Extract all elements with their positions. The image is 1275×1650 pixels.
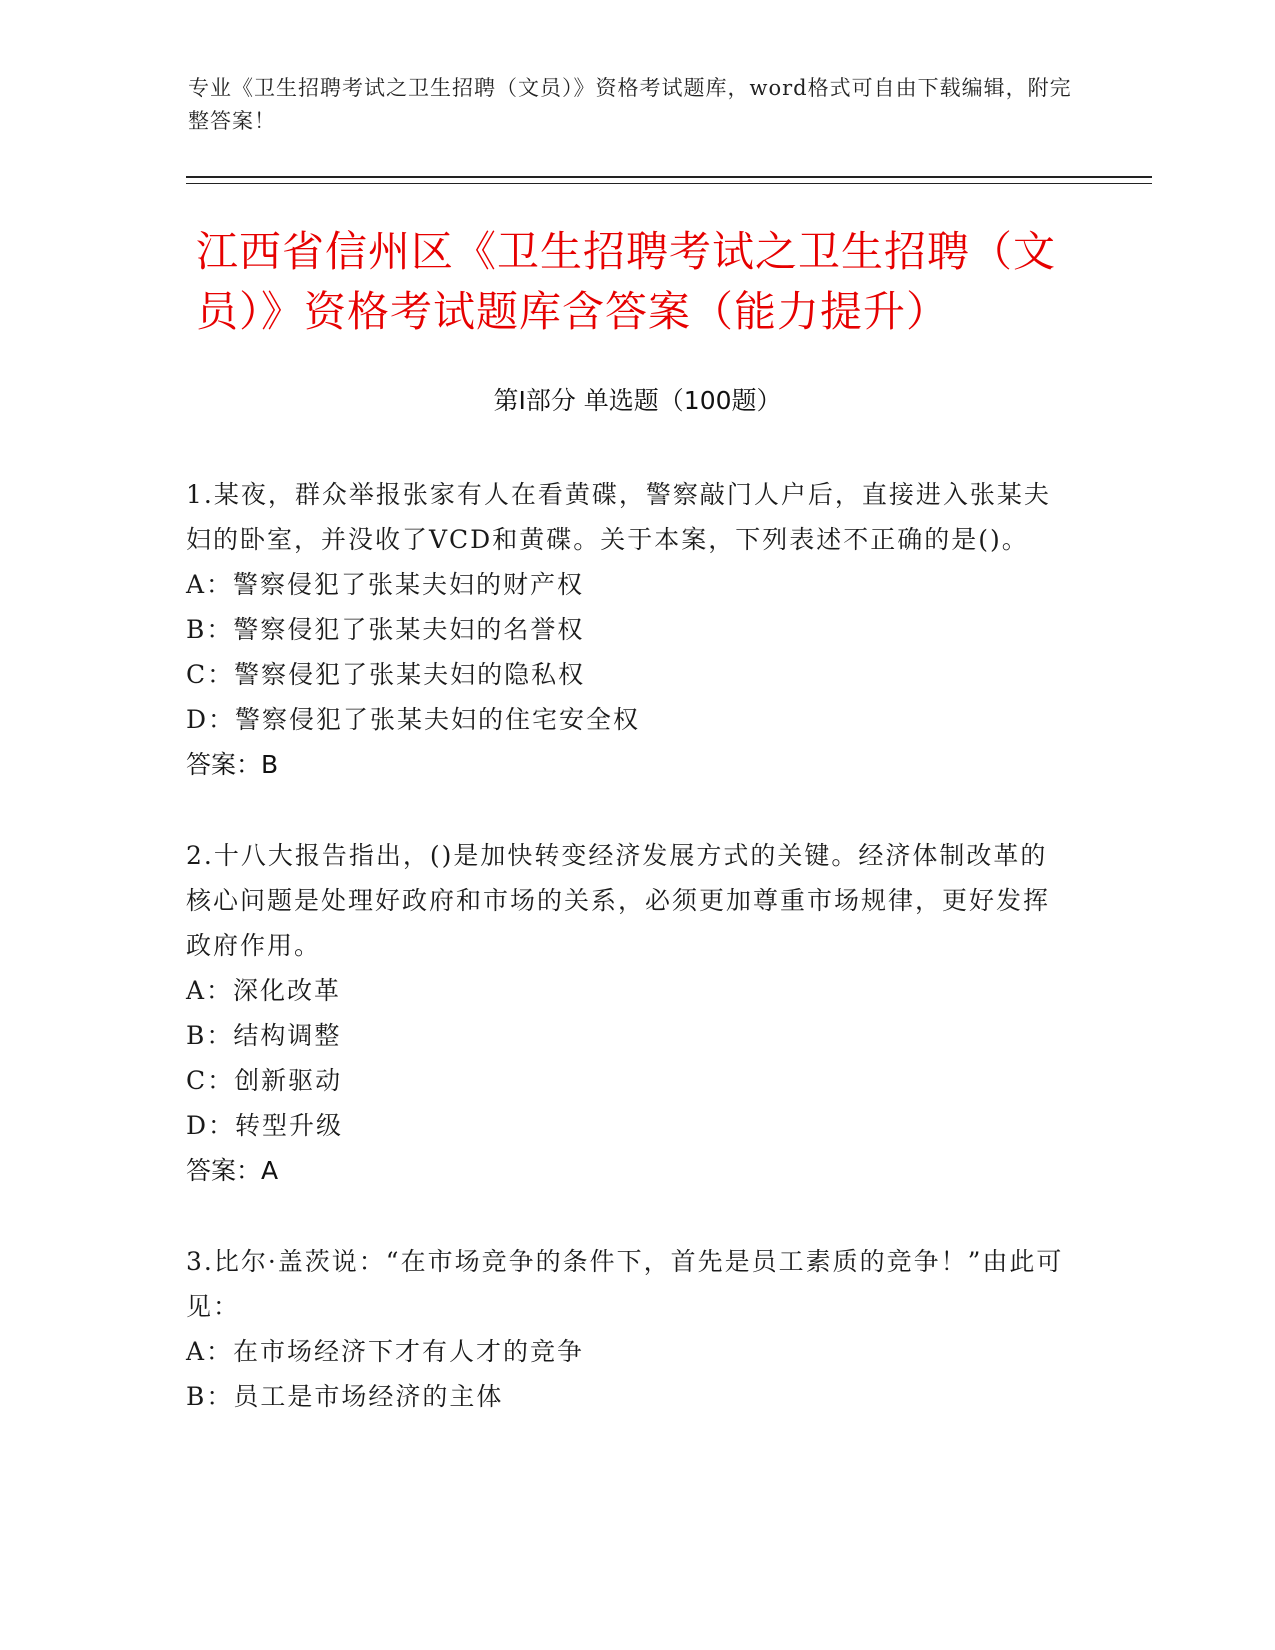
question-2: [186, 833, 1066, 1193]
option-d: D：转型升级: [186, 1111, 344, 1140]
header-divider-thick: [186, 176, 1152, 178]
question-stem: 1.某夜，群众举报张家有人在看黄碟，警察敲门人户后，直接进入张某夫妇的卧室，并没收了VCD和黄碟。关于本案，下列表述不正确的是()。: [186, 480, 1051, 554]
option-b: B：结构调整: [186, 1021, 342, 1050]
question-3: [186, 1239, 1066, 1419]
question-1: [186, 472, 1066, 787]
answer: 答案：A: [186, 1156, 279, 1185]
option-b: B：警察侵犯了张某夫妇的名誉权: [186, 615, 585, 644]
option-b: B：员工是市场经济的主体: [186, 1382, 504, 1411]
option-a: A：在市场经济下才有人才的竞争: [186, 1337, 585, 1366]
option-c: C：警察侵犯了张某夫妇的隐私权: [186, 660, 586, 689]
answer: 答案：B: [186, 750, 279, 779]
option-c: C：创新驱动: [186, 1066, 343, 1095]
header-divider-thin: [186, 183, 1152, 184]
document-title: 江西省信州区《卫生招聘考试之卫生招聘（文员）》资格考试题库含答案（能力提升）: [196, 227, 1057, 336]
question-list: [186, 472, 1066, 1465]
header-note: 专业《卫生招聘考试之卫生招聘（文员）》资格考试题库，word格式可自由下载编辑，附完整答案！: [188, 76, 1072, 133]
question-stem: 3.比尔·盖茨说：“在市场竞争的条件下，首先是员工素质的竞争！”由此可见：: [186, 1247, 1064, 1321]
question-stem: 2.十八大报告指出，()是加快转变经济发展方式的关键。经济体制改革的核心问题是处理好政府和市场的关系，必须更加尊重市场规律，更好发挥政府作用。: [186, 841, 1051, 960]
option-d: D：警察侵犯了张某夫妇的住宅安全权: [186, 705, 641, 734]
option-a: A：深化改革: [186, 976, 342, 1005]
option-a: A：警察侵犯了张某夫妇的财产权: [186, 570, 585, 599]
section-title: 第Ⅰ部分 单选题（100题）: [493, 386, 782, 415]
